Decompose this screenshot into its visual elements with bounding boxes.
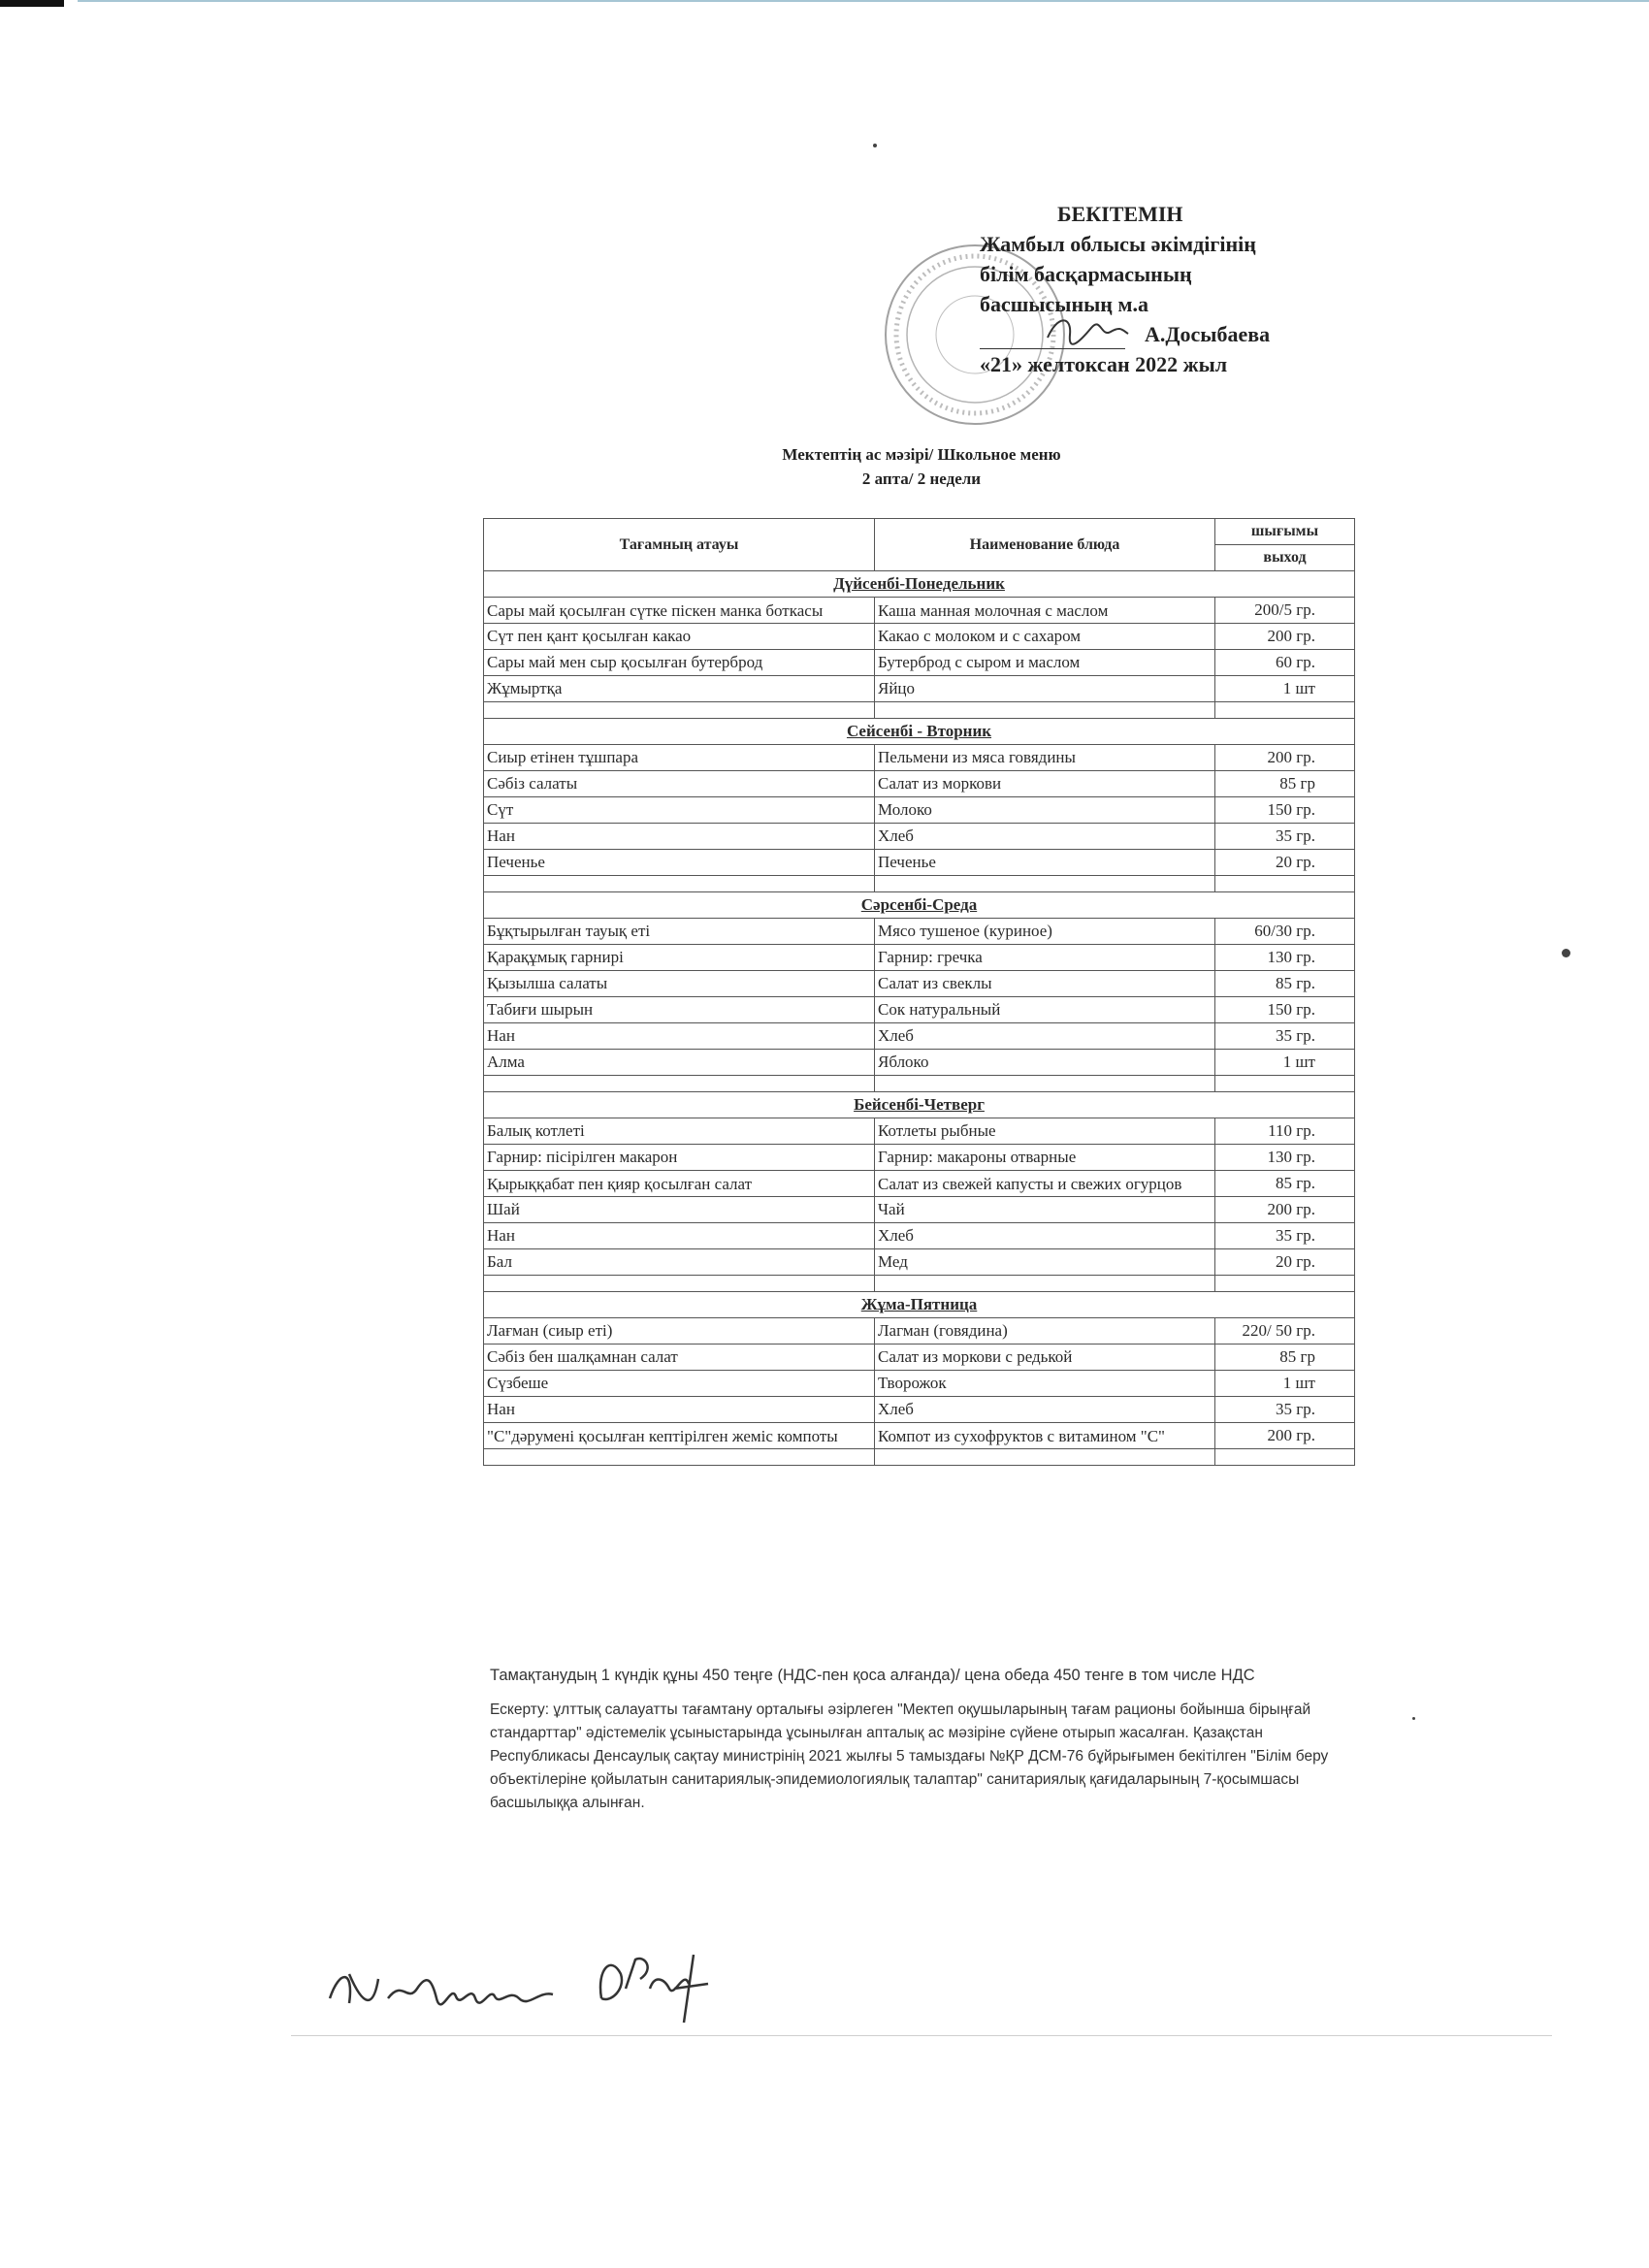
price-note: Тамақтанудың 1 күндік құны 450 теңге (НДС-пен қоса алғанда)/ цена обеда 450 тенге в том числе НДС xyxy=(490,1667,1255,1684)
dish-name-kz: Сүт пен қант қосылған какао xyxy=(484,624,875,650)
dish-output: 20 гр. xyxy=(1215,850,1355,876)
dish-output: 200 гр. xyxy=(1215,745,1355,771)
dish-name-kz: Нан xyxy=(484,824,875,850)
menu-row xyxy=(484,1371,1355,1397)
dish-name-kz: Табиғи шырын xyxy=(484,997,875,1023)
menu-row xyxy=(484,1050,1355,1076)
dish-output: 85 гр. xyxy=(1215,971,1355,997)
dish-name-kz: Нан xyxy=(484,1223,875,1249)
dish-output: 200/5 гр. xyxy=(1215,598,1355,624)
scan-top-edge xyxy=(78,0,1649,2)
approval-line: Жамбыл облысы әкімдігінің xyxy=(980,232,1256,256)
dish-name-ru: Печенье xyxy=(875,850,1215,876)
approval-block xyxy=(980,199,1387,379)
menu-title-line2: 2 апта/ 2 недели xyxy=(861,470,982,488)
dish-output: 1 шт xyxy=(1215,1050,1355,1076)
header-name-ru: Наименование блюда xyxy=(875,519,1215,571)
approval-date-day: «21» xyxy=(980,352,1022,376)
dish-name-ru: Лагман (говядина) xyxy=(875,1318,1215,1345)
dish-name-kz: Нан xyxy=(484,1397,875,1423)
dish-name-ru: Творожок xyxy=(875,1371,1215,1397)
dish-name-ru: Мед xyxy=(875,1249,1215,1276)
dish-output: 35 гр. xyxy=(1215,1223,1355,1249)
dish-name-kz: Лағман (сиыр еті) xyxy=(484,1318,875,1345)
dish-name-kz: Балық котлеті xyxy=(484,1118,875,1145)
approval-heading: БЕКІТЕМІН xyxy=(1057,202,1183,226)
approval-line: басшысының м.а xyxy=(980,292,1148,316)
menu-title-line1: Мектептің ас мәзірі/ Школьное меню xyxy=(782,445,1061,464)
approval-signature-scribble xyxy=(1043,310,1130,349)
spacer-cell xyxy=(875,1076,1215,1092)
dish-name-ru: Гарнир: макароны отварные xyxy=(875,1145,1215,1171)
dish-name-kz: Бал xyxy=(484,1249,875,1276)
spacer-row xyxy=(484,702,1355,719)
spacer-row xyxy=(484,1276,1355,1292)
dish-output: 200 гр. xyxy=(1215,624,1355,650)
table-header-row xyxy=(484,519,1355,545)
menu-row xyxy=(484,1197,1355,1223)
dish-name-ru: Салат из моркови xyxy=(875,771,1215,797)
dish-output: 1 шт xyxy=(1215,1371,1355,1397)
header-name-kz: Тағамның атауы xyxy=(484,519,875,571)
dish-name-kz: Қызылша салаты xyxy=(484,971,875,997)
day-name: Сәрсенбі-Среда xyxy=(484,892,1355,919)
spacer-cell xyxy=(484,702,875,719)
menu-row xyxy=(484,745,1355,771)
dish-output: 60 гр. xyxy=(1215,650,1355,676)
dish-name-ru: Чай xyxy=(875,1197,1215,1223)
spacer-cell xyxy=(484,1076,875,1092)
dish-output: 60/30 гр. xyxy=(1215,919,1355,945)
dish-name-ru: Какао с молоком и с сахаром xyxy=(875,624,1215,650)
spacer-cell xyxy=(1215,1076,1355,1092)
dish-output: 200 гр. xyxy=(1215,1197,1355,1223)
day-name: Дүйсенбі-Понедельник xyxy=(484,571,1355,598)
spacer-cell xyxy=(484,1276,875,1292)
menu-row xyxy=(484,624,1355,650)
dish-name-kz: Қырыққабат пен қияр қосылған салат xyxy=(484,1171,875,1197)
spacer-cell xyxy=(484,1449,875,1466)
dish-output: 200 гр. xyxy=(1215,1423,1355,1449)
scan-bottom-line xyxy=(291,2035,1552,2036)
menu-row xyxy=(484,945,1355,971)
menu-row xyxy=(484,824,1355,850)
dish-name-kz: Сүт xyxy=(484,797,875,824)
dish-name-ru: Салат из моркови с редькой xyxy=(875,1345,1215,1371)
dish-name-kz: Сәбіз бен шалқамнан салат xyxy=(484,1345,875,1371)
dish-name-ru: Хлеб xyxy=(875,1223,1215,1249)
spacer-cell xyxy=(1215,1449,1355,1466)
spacer-row xyxy=(484,1449,1355,1466)
approval-line: білім басқармасының xyxy=(980,262,1192,286)
dish-name-kz: Сиыр етінен тұшпара xyxy=(484,745,875,771)
day-name: Жұма-Пятница xyxy=(484,1292,1355,1318)
menu-row xyxy=(484,971,1355,997)
day-row xyxy=(484,571,1355,598)
dish-output: 20 гр. xyxy=(1215,1249,1355,1276)
menu-row xyxy=(484,1223,1355,1249)
dish-name-kz: Жұмыртқа xyxy=(484,676,875,702)
dish-name-kz: "С"дәруменi қосылған кептірілген жеміс компоты xyxy=(484,1423,875,1449)
menu-row xyxy=(484,1397,1355,1423)
spacer-cell xyxy=(1215,1276,1355,1292)
dish-name-ru: Хлеб xyxy=(875,824,1215,850)
dish-output: 1 шт xyxy=(1215,676,1355,702)
day-row xyxy=(484,892,1355,919)
dish-output: 85 гр. xyxy=(1215,1171,1355,1197)
dish-name-ru: Мясо тушеное (куриное) xyxy=(875,919,1215,945)
dish-name-ru: Салат из свежей капусты и свежих огурцов xyxy=(875,1171,1215,1197)
dish-name-ru: Бутерброд с сыром и маслом xyxy=(875,650,1215,676)
dish-name-ru: Пельмени из мяса говядины xyxy=(875,745,1215,771)
spacer-cell xyxy=(875,702,1215,719)
dish-name-ru: Котлеты рыбные xyxy=(875,1118,1215,1145)
day-row xyxy=(484,1292,1355,1318)
handwritten-signatures xyxy=(320,1930,824,2037)
dish-name-kz: Сары май мен сыр қосылған бутерброд xyxy=(484,650,875,676)
scan-speck xyxy=(1412,1717,1415,1720)
approval-date xyxy=(980,349,1387,379)
dish-name-kz: Шай xyxy=(484,1197,875,1223)
day-name: Бейсенбі-Четверг xyxy=(484,1092,1355,1118)
menu-row xyxy=(484,1118,1355,1145)
spacer-cell xyxy=(875,1449,1215,1466)
dish-name-kz: Сәбіз салаты xyxy=(484,771,875,797)
dish-name-ru: Каша манная молочная с маслом xyxy=(875,598,1215,624)
spacer-row xyxy=(484,876,1355,892)
menu-row xyxy=(484,850,1355,876)
approval-date-rest: желтоксан 2022 жыл xyxy=(1027,352,1228,376)
menu-row xyxy=(484,1345,1355,1371)
dish-name-ru: Молоко xyxy=(875,797,1215,824)
menu-row xyxy=(484,771,1355,797)
menu-row xyxy=(484,1145,1355,1171)
dish-output: 35 гр. xyxy=(1215,824,1355,850)
dish-output: 130 гр. xyxy=(1215,945,1355,971)
dish-name-kz: Алма xyxy=(484,1050,875,1076)
header-output-ru: выход xyxy=(1215,545,1355,571)
dish-output: 35 гр. xyxy=(1215,1023,1355,1050)
spacer-cell xyxy=(875,876,1215,892)
menu-row xyxy=(484,1249,1355,1276)
day-row xyxy=(484,719,1355,745)
dish-name-ru: Компот из сухофруктов с витамином "С" xyxy=(875,1423,1215,1449)
dish-output: 85 гр xyxy=(1215,1345,1355,1371)
spacer-cell xyxy=(1215,702,1355,719)
menu-row xyxy=(484,919,1355,945)
dish-name-ru: Хлеб xyxy=(875,1023,1215,1050)
menu-row xyxy=(484,598,1355,624)
menu-row xyxy=(484,997,1355,1023)
day-name: Сейсенбі - Вторник xyxy=(484,719,1355,745)
day-row xyxy=(484,1092,1355,1118)
notes-block xyxy=(490,1667,1392,1815)
spacer-cell xyxy=(484,876,875,892)
dish-name-ru: Хлеб xyxy=(875,1397,1215,1423)
menu-title xyxy=(582,442,1261,491)
dish-name-kz: Печенье xyxy=(484,850,875,876)
spacer-cell xyxy=(1215,876,1355,892)
dish-output: 35 гр. xyxy=(1215,1397,1355,1423)
dish-name-kz: Нан xyxy=(484,1023,875,1050)
dish-name-ru: Салат из свеклы xyxy=(875,971,1215,997)
menu-row xyxy=(484,797,1355,824)
dish-name-kz: Бұқтырылған тауық еті xyxy=(484,919,875,945)
dish-name-ru: Гарнир: гречка xyxy=(875,945,1215,971)
footnote: Ескерту: ұлттық салауатты тағамтану орталығы әзірлеген "Мектеп оқушыларының тағам рационы бойынша бірыңғай стандарттар" әдістемелік ұсыныстарында ұсынылған апталық ас мәзіріне сүйене отырып жасалған. Қазақстан Республикасы Денсаулық сақтау министрінің 2021 жылғы 5 тамыздағы №ҚР ДСМ-76 бұйрығымен бекітілген "Білім беру объектілеріне қойылатын санитариялық-эпидемиологиялық талаптар" санитариялық қағидаларының 7-қосымшасы басшылыққа алынған. xyxy=(490,1701,1329,1811)
approval-signer: А.Досыбаева xyxy=(1145,322,1271,346)
scan-speck xyxy=(1562,949,1570,957)
dish-name-ru: Яйцо xyxy=(875,676,1215,702)
menu-row xyxy=(484,650,1355,676)
menu-row xyxy=(484,1023,1355,1050)
menu-row xyxy=(484,1318,1355,1345)
dish-output: 150 гр. xyxy=(1215,997,1355,1023)
dish-output: 85 гр xyxy=(1215,771,1355,797)
menu-row xyxy=(484,1423,1355,1449)
dish-output: 130 гр. xyxy=(1215,1145,1355,1171)
dish-name-kz: Сары май қосылған сүтке піскен манка боткасы xyxy=(484,598,875,624)
dish-name-kz: Қарақұмық гарнирі xyxy=(484,945,875,971)
dish-output: 150 гр. xyxy=(1215,797,1355,824)
dish-output: 110 гр. xyxy=(1215,1118,1355,1145)
spacer-row xyxy=(484,1076,1355,1092)
header-output-kz: шығымы xyxy=(1215,519,1355,545)
dish-name-ru: Сок натуральный xyxy=(875,997,1215,1023)
dish-name-kz: Сүзбеше xyxy=(484,1371,875,1397)
dish-name-ru: Яблоко xyxy=(875,1050,1215,1076)
spacer-cell xyxy=(875,1276,1215,1292)
approval-signature-row xyxy=(980,319,1387,349)
scan-corner-mark xyxy=(0,0,64,7)
dish-name-kz: Гарнир: пісірілген макарон xyxy=(484,1145,875,1171)
dish-output: 220/ 50 гр. xyxy=(1215,1318,1355,1345)
menu-row xyxy=(484,1171,1355,1197)
menu-table xyxy=(483,518,1355,1466)
menu-row xyxy=(484,676,1355,702)
scan-speck xyxy=(873,144,877,147)
